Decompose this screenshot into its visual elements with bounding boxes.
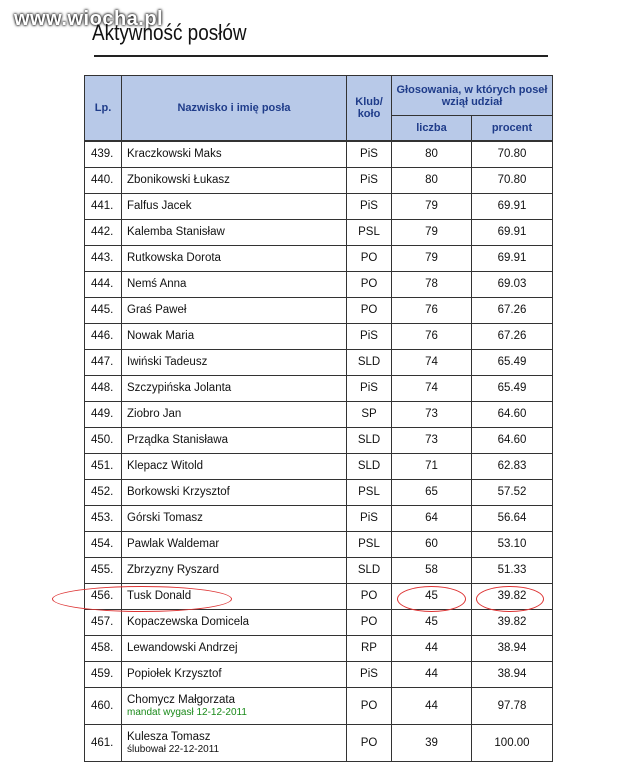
row-percent: 38.94 [472, 635, 553, 661]
row-name: Iwiński Tadeusz [122, 349, 347, 375]
table-row [85, 479, 553, 505]
row-club: SLD [347, 349, 392, 375]
row-count: 64 [392, 505, 472, 531]
mp-activity-table [84, 75, 553, 762]
row-percent: 67.26 [472, 297, 553, 323]
row-club: PO [347, 724, 392, 761]
row-lp: 453. [85, 505, 122, 531]
row-lp: 440. [85, 167, 122, 193]
row-name: Popiołek Krzysztof [122, 661, 347, 687]
row-percent: 100.00 [472, 724, 553, 761]
page-title: Aktywność posłów [92, 20, 247, 45]
table-row [85, 661, 553, 687]
row-lp: 461. [85, 724, 122, 761]
row-lp: 439. [85, 141, 122, 168]
row-name: Klepacz Witold [122, 453, 347, 479]
row-club: PO [347, 609, 392, 635]
table-header [85, 76, 553, 141]
row-club: PiS [347, 375, 392, 401]
row-club: PiS [347, 141, 392, 168]
table-row [85, 297, 553, 323]
row-count: 79 [392, 193, 472, 219]
row-note: ślubował 22-12-2011 [127, 743, 220, 755]
row-club: SLD [347, 453, 392, 479]
table-row [85, 245, 553, 271]
row-count: 39 [392, 724, 472, 761]
row-percent: 51.33 [472, 557, 553, 583]
row-percent: 69.91 [472, 219, 553, 245]
table-row [85, 323, 553, 349]
header-votes: Głosowania, w których poseł wziął udział [392, 76, 553, 116]
row-percent: 70.80 [472, 167, 553, 193]
row-club: PO [347, 687, 392, 724]
row-club: SP [347, 401, 392, 427]
row-lp: 459. [85, 661, 122, 687]
row-lp: 457. [85, 609, 122, 635]
row-lp: 446. [85, 323, 122, 349]
table-row [85, 609, 553, 635]
row-name [122, 687, 347, 724]
table-row [85, 401, 553, 427]
row-club: RP [347, 635, 392, 661]
row-name: Ziobro Jan [122, 401, 347, 427]
row-count: 44 [392, 687, 472, 724]
row-percent: 38.94 [472, 661, 553, 687]
row-club: SLD [347, 427, 392, 453]
row-lp: 452. [85, 479, 122, 505]
header-name: Nazwisko i imię posła [122, 76, 347, 141]
row-club: PiS [347, 505, 392, 531]
row-percent: 62.83 [472, 453, 553, 479]
row-club: PO [347, 297, 392, 323]
row-lp: 445. [85, 297, 122, 323]
row-name: Prządka Stanisława [122, 427, 347, 453]
table-row [85, 453, 553, 479]
row-percent: 97.78 [472, 687, 553, 724]
row-name: Falfus Jacek [122, 193, 347, 219]
title-divider [94, 55, 548, 57]
row-name: Szczypińska Jolanta [122, 375, 347, 401]
row-name: Lewandowski Andrzej [122, 635, 347, 661]
row-club: PiS [347, 193, 392, 219]
row-percent: 69.03 [472, 271, 553, 297]
row-count: 44 [392, 635, 472, 661]
row-count: 76 [392, 323, 472, 349]
row-name: Zbrzyzny Ryszard [122, 557, 347, 583]
row-lp: 460. [85, 687, 122, 724]
row-name [122, 724, 347, 761]
row-percent: 69.91 [472, 245, 553, 271]
row-name: Kraczkowski Maks [122, 141, 347, 168]
row-club: PiS [347, 167, 392, 193]
row-lp: 447. [85, 349, 122, 375]
table-row [85, 531, 553, 557]
row-note: mandat wygasł 12-12-2011 [127, 706, 247, 718]
row-percent: 53.10 [472, 531, 553, 557]
row-name: Rutkowska Dorota [122, 245, 347, 271]
row-count: 76 [392, 297, 472, 323]
row-count: 74 [392, 349, 472, 375]
row-lp: 449. [85, 401, 122, 427]
row-percent: 39.82 [472, 609, 553, 635]
row-name-text: Kulesza Tomasz [127, 730, 211, 743]
row-club: PO [347, 245, 392, 271]
row-lp: 441. [85, 193, 122, 219]
row-count: 79 [392, 245, 472, 271]
table-row [85, 349, 553, 375]
row-percent: 39.82 [472, 583, 553, 609]
row-name: Nowak Maria [122, 323, 347, 349]
row-name: Zbonikowski Łukasz [122, 167, 347, 193]
row-lp: 443. [85, 245, 122, 271]
row-count: 71 [392, 453, 472, 479]
row-percent: 65.49 [472, 349, 553, 375]
row-name: Górski Tomasz [122, 505, 347, 531]
row-name: Borkowski Krzysztof [122, 479, 347, 505]
row-name: Graś Paweł [122, 297, 347, 323]
row-club: PSL [347, 219, 392, 245]
row-count: 45 [392, 583, 472, 609]
row-count: 73 [392, 401, 472, 427]
row-name: Kalemba Stanisław [122, 219, 347, 245]
row-name: Kopaczewska Domicela [122, 609, 347, 635]
table-row [85, 375, 553, 401]
row-lp: 444. [85, 271, 122, 297]
row-club: PO [347, 271, 392, 297]
row-count: 58 [392, 557, 472, 583]
watermark-logo: www.wiocha.pl [14, 8, 164, 30]
row-count: 73 [392, 427, 472, 453]
header-percent: procent [472, 116, 553, 141]
table-row [85, 167, 553, 193]
row-club: PiS [347, 323, 392, 349]
table-row [85, 687, 553, 724]
table-row [85, 427, 553, 453]
row-count: 78 [392, 271, 472, 297]
row-percent: 70.80 [472, 141, 553, 168]
table-body [85, 141, 553, 762]
row-club: SLD [347, 557, 392, 583]
row-lp: 448. [85, 375, 122, 401]
row-count: 79 [392, 219, 472, 245]
row-percent: 69.91 [472, 193, 553, 219]
row-count: 80 [392, 167, 472, 193]
table-row [85, 635, 553, 661]
row-percent: 67.26 [472, 323, 553, 349]
row-count: 74 [392, 375, 472, 401]
table-row [85, 219, 553, 245]
row-count: 45 [392, 609, 472, 635]
row-percent: 64.60 [472, 401, 553, 427]
row-percent: 56.64 [472, 505, 553, 531]
row-count: 60 [392, 531, 472, 557]
row-name: Tusk Donald [122, 583, 347, 609]
row-percent: 57.52 [472, 479, 553, 505]
row-lp: 455. [85, 557, 122, 583]
row-club: PO [347, 583, 392, 609]
row-name-text: Chomycz Małgorzata [127, 693, 236, 706]
row-club: PiS [347, 661, 392, 687]
table-row [85, 724, 553, 761]
row-lp: 451. [85, 453, 122, 479]
table-row [85, 505, 553, 531]
header-count: liczba [392, 116, 472, 141]
row-name: Nemś Anna [122, 271, 347, 297]
header-club: Klub/ koło [347, 76, 392, 141]
table-row [85, 271, 553, 297]
row-count: 80 [392, 141, 472, 168]
row-lp: 450. [85, 427, 122, 453]
row-percent: 65.49 [472, 375, 553, 401]
row-count: 44 [392, 661, 472, 687]
row-lp: 454. [85, 531, 122, 557]
row-lp: 456. [85, 583, 122, 609]
row-count: 65 [392, 479, 472, 505]
row-lp: 458. [85, 635, 122, 661]
table-row [85, 557, 553, 583]
row-club: PSL [347, 479, 392, 505]
table-row [85, 583, 553, 609]
table-row [85, 193, 553, 219]
table-row [85, 141, 553, 168]
row-percent: 64.60 [472, 427, 553, 453]
row-lp: 442. [85, 219, 122, 245]
row-club: PSL [347, 531, 392, 557]
header-lp: Lp. [85, 76, 122, 141]
row-name: Pawlak Waldemar [122, 531, 347, 557]
